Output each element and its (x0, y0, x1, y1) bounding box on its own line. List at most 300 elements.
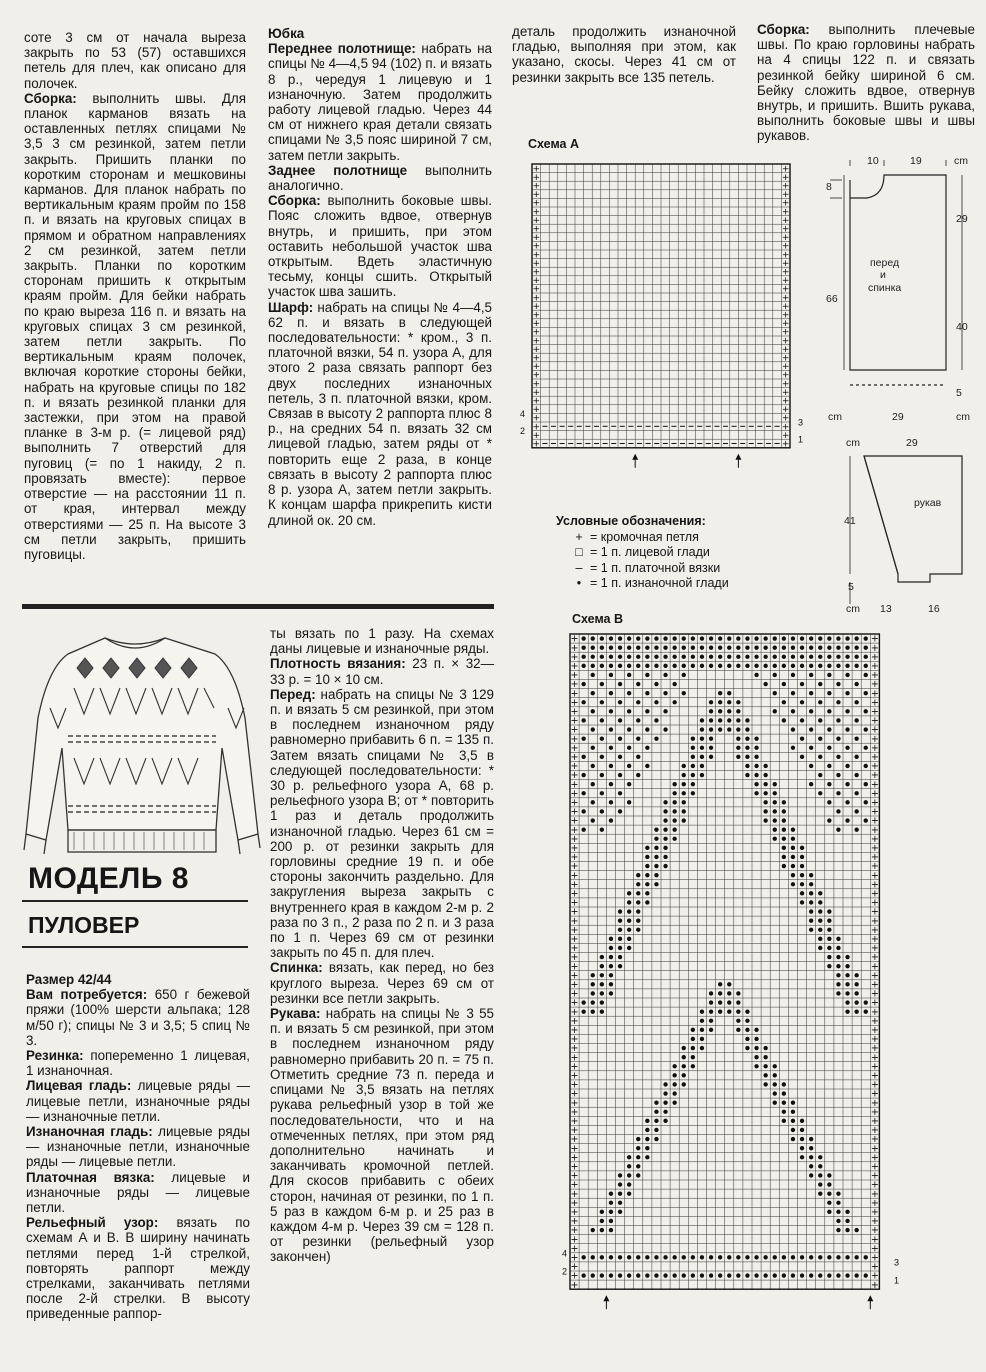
svg-text:+: + (870, 779, 879, 791)
scheme-a-title: Схема А (528, 137, 579, 151)
sleeve-dim-left-2: 5 (848, 581, 854, 593)
svg-text:+: + (870, 651, 879, 663)
sleeve-dim-top-2: 29 (906, 437, 918, 449)
paragraph (270, 687, 494, 961)
svg-text:+: + (532, 422, 541, 433)
svg-text:+: + (532, 362, 541, 373)
svg-text:+: + (870, 906, 879, 918)
svg-text:+: + (532, 293, 541, 304)
svg-text:+: + (570, 924, 579, 936)
svg-text:+: + (570, 888, 579, 900)
svg-text:+: + (570, 906, 579, 918)
svg-text:+: + (870, 633, 879, 645)
svg-text:+: + (870, 1161, 879, 1173)
svg-text:+: + (870, 688, 879, 700)
col2-top (268, 26, 492, 528)
svg-text:+: + (870, 924, 879, 936)
body-dim-left-1: 8 (826, 181, 832, 193)
svg-text:+: + (870, 961, 879, 973)
svg-text:+: + (781, 301, 790, 312)
svg-text:+: + (781, 439, 790, 450)
svg-text:+: + (570, 897, 579, 909)
svg-text:+: + (870, 1125, 879, 1137)
svg-text:+: + (570, 779, 579, 791)
scheme-b-grid (562, 630, 902, 1372)
svg-text:+: + (570, 979, 579, 991)
svg-text:+: + (781, 422, 790, 433)
svg-text:+: + (570, 1207, 579, 1219)
svg-text:+: + (570, 1043, 579, 1055)
svg-text:+: + (870, 934, 879, 946)
svg-text:+: + (570, 988, 579, 1000)
svg-text:+: + (781, 379, 790, 390)
svg-text:+: + (870, 943, 879, 955)
svg-text:+: + (870, 952, 879, 964)
paragraph-heading: Изнаночная гладь: (26, 1124, 153, 1140)
body-dim-top-3: cm (954, 155, 968, 167)
paragraph (26, 987, 250, 1048)
paragraph-text: набрать на спицы № 4—4,5 62 п. и вязать в следующей последовательности: * кром., 3 п. платочной вязки, 54 п. узора А, для этого 2 раза связать раппорт без двух последних изнаночных петель, 3 п. платочной вязки, кром. Связав в высоту 2 раппорта плюс 8 р., на средних 54 п. вязать 32 см лицевой гладью, затем ряды от * повторить еще 2 раза, в конце связать в высоту 2 раппорта плюс 8 р. узора А, затем петли закрыть. К концам шарфа прикрепить кисти длиной ок. 20 см. (268, 299, 492, 528)
scheme-a-row-label: 2 (520, 426, 526, 437)
legend-title: Условные обозначения: (556, 514, 706, 528)
paragraph-heading: Сборка: (24, 90, 77, 106)
svg-text:+: + (870, 742, 879, 754)
paragraph (268, 300, 492, 528)
scheme-b-row-label: 3 (894, 1257, 900, 1268)
svg-text:+: + (570, 633, 579, 645)
svg-text:+: + (570, 742, 579, 754)
paragraph (270, 656, 494, 686)
svg-text:+: + (870, 1143, 879, 1155)
paragraph-text: лицевые ряды — лицевые петли, изнаночные ряды — изнаночные петли. (26, 1078, 251, 1124)
svg-text:+: + (570, 642, 579, 654)
paragraph (26, 1170, 250, 1216)
svg-text:+: + (870, 1106, 879, 1118)
svg-text:+: + (532, 250, 541, 261)
svg-text:+: + (570, 1006, 579, 1018)
svg-text:+: + (532, 310, 541, 321)
svg-text:+: + (870, 997, 879, 1009)
svg-text:+: + (532, 336, 541, 347)
svg-text:+: + (781, 319, 790, 330)
svg-text:+: + (570, 843, 579, 855)
svg-text:+: + (781, 293, 790, 304)
svg-text:+: + (870, 706, 879, 718)
sleeve-dim-bottom-3: 16 (928, 603, 940, 615)
svg-text:+: + (781, 224, 790, 235)
svg-text:+: + (570, 1034, 579, 1046)
svg-text:+: + (532, 301, 541, 312)
svg-text:+: + (781, 164, 790, 175)
svg-text:+: + (870, 1207, 879, 1219)
paragraph-text: выполнить аналогично. (268, 162, 492, 194)
sweater-illustration (10, 628, 260, 860)
body-dim-top-1: 10 (867, 155, 879, 167)
body-dim-bottom-2: 29 (892, 411, 904, 423)
svg-text:+: + (870, 1025, 879, 1037)
body-label-line1: перед (870, 257, 900, 269)
svg-text:+: + (570, 1170, 579, 1182)
paragraph-text: лицевые и изнаночные ряды — лицевые петли. (26, 1169, 250, 1216)
svg-text:+: + (570, 706, 579, 718)
svg-text:+: + (532, 233, 541, 244)
svg-text:+: + (781, 336, 790, 347)
svg-text:+: + (532, 190, 541, 201)
svg-text:+: + (781, 198, 790, 209)
scheme-b-row-label: 1 (894, 1275, 900, 1286)
scheme-a-gridlines (532, 164, 790, 448)
svg-text:+: + (870, 797, 879, 809)
body-dim-top-2: 19 (910, 155, 922, 167)
svg-text:+: + (570, 1252, 579, 1264)
svg-text:+: + (532, 207, 541, 218)
svg-text:+: + (570, 670, 579, 682)
svg-text:+: + (870, 833, 879, 845)
svg-text:+: + (570, 915, 579, 927)
svg-text:+: + (781, 258, 790, 269)
paragraph (268, 163, 492, 193)
svg-text:+: + (570, 724, 579, 736)
svg-text:+: + (570, 752, 579, 764)
svg-text:+: + (570, 824, 579, 836)
section-divider (22, 604, 494, 609)
svg-text:+: + (532, 405, 541, 416)
svg-text:+: + (870, 843, 879, 855)
svg-text:+: + (781, 310, 790, 321)
repeat-arrow (867, 1295, 873, 1309)
legend-item: □ = 1 п. лицевой глади (575, 545, 710, 559)
svg-text:+: + (570, 870, 579, 882)
svg-text:+: + (870, 670, 879, 682)
svg-text:+: + (570, 1106, 579, 1118)
svg-text:+: + (781, 267, 790, 278)
paragraph-text: набрать на спицы № 3 55 п. и вязать 5 см резинкой, при этом в последнем изнаночном ряду равномерно прибавить 20 п. = 75 п. Отметить средние 73 п. переда и спицами № 3,5 вязать на петлях рукава рельефный узор в той же последовательности, что и на отмеченных петлях, при этом ряд дополнительно начинать и заканчивать кромочной петлей. Для скосов прибавить с обеих сторон, начиная от резинки, по 1 п. 5 раз в каждом 6-м р. и 25 раз в каждом 4-м р. Через 39 см = 128 п. от резинки (рельефный узор закончен) (270, 1006, 494, 1265)
repeat-arrow (603, 1295, 609, 1309)
paragraph-heading: Переднее полотнище: (268, 41, 416, 57)
col1-top (24, 30, 246, 562)
paragraph-text: деталь продолжить изнаночной гладью, выполняя при этом, как указано, скосы. Через 41 см от резинки закрыть все 135 петель. (512, 24, 736, 85)
svg-text:+: + (532, 413, 541, 424)
svg-text:+: + (781, 344, 790, 355)
scheme-b-row-label: 4 (562, 1248, 568, 1259)
svg-text:+: + (570, 733, 579, 745)
svg-text:+: + (870, 870, 879, 882)
body-dim-bottom-3: cm (956, 411, 970, 423)
svg-text:+: + (781, 362, 790, 373)
svg-text:+: + (570, 879, 579, 891)
svg-text:+: + (570, 1061, 579, 1073)
svg-text:+: + (570, 1125, 579, 1137)
svg-text:+: + (570, 1243, 579, 1255)
svg-text:+: + (781, 353, 790, 364)
paragraph-text: набрать на спицы № 3 129 п. и вязать 5 см резинкой, при этом в последнем изнаночном ряду равномерно прибавить 6 п. = 135 п. Затем вязать спицами № 3,5 в следующей последовательности: * 30 р. рельефного узора А, 68 р. рельефного узора В; от * повторить 1 раз и деталь продолжить изнаночной гладью. Через 61 см = 200 р. от резинки закрыть для горловины средние 19 п. и обе стороны закончить раздельно. Для закругления выреза закрыть с внутреннего края в каждом 2-м р. 2 раза по 3 п., 2 раза по 2 п. и 3 раза по 1 п. Через 69 см от резинки закрыть по 45 п. для плеч. (270, 686, 494, 961)
svg-text:+: + (870, 1070, 879, 1082)
svg-text:+: + (570, 788, 579, 800)
paragraph-text: вязать, как перед, но без круглого выреза. Через 69 см от резинки все петли закрыть. (270, 960, 494, 1006)
legend-item: + = кромочная петля (575, 529, 699, 544)
svg-text:+: + (870, 897, 879, 909)
legend-item: • = 1 п. изнаночной глади (576, 576, 729, 590)
svg-text:+: + (870, 1088, 879, 1100)
body-dim-right-3: 5 (956, 387, 962, 399)
svg-text:+: + (532, 430, 541, 441)
svg-text:+: + (532, 387, 541, 398)
svg-text:+: + (570, 797, 579, 809)
svg-text:+: + (870, 806, 879, 818)
sleeve-label: рукав (914, 497, 942, 509)
paragraph-text: набрать на спицы № 4—4,5 94 (102) п. и вязать 8 р., чередуя 1 лицевую и 1 изнаночную. Затем продолжить работу лицевой гладью. Через 44 см от нижнего края детали связать спицами № 3,5 пояс шириной 7 см, затем петли закрыть. (268, 41, 492, 163)
paragraph (24, 30, 246, 91)
svg-text:+: + (532, 181, 541, 192)
svg-text:+: + (781, 172, 790, 183)
svg-text:+: + (570, 688, 579, 700)
svg-text:+: + (532, 327, 541, 338)
paragraph-heading: Шарф: (268, 299, 314, 315)
svg-text:+: + (570, 1079, 579, 1091)
svg-text:+: + (870, 879, 879, 891)
svg-text:+: + (570, 861, 579, 873)
paragraph (268, 41, 492, 163)
svg-text:+: + (870, 888, 879, 900)
svg-text:+: + (870, 761, 879, 773)
paragraph-heading: Сборка: (268, 193, 321, 209)
svg-text:+: + (870, 1234, 879, 1246)
svg-text:+: + (870, 1179, 879, 1191)
paragraph-text: выполнить боковые швы. Пояс сложить вдвое, отвернув внутрь, и пришить, при этом оставить небольшой участок шва открытым. Вдеть эластичную тесьму, концы сшить. Открытый участок шва зашить. (268, 193, 492, 300)
svg-text:+: + (570, 1261, 579, 1273)
paragraph (268, 193, 492, 299)
paragraph (512, 24, 736, 85)
svg-text:+: + (870, 1216, 879, 1228)
svg-text:+: + (870, 724, 879, 736)
paragraph-heading: Рельефный узор: (26, 1215, 159, 1231)
body-dim-bottom-1: cm (828, 411, 842, 423)
svg-text:+: + (781, 181, 790, 192)
paragraph (26, 1048, 250, 1078)
svg-text:+: + (570, 852, 579, 864)
paragraph (26, 1215, 250, 1321)
svg-text:+: + (570, 1134, 579, 1146)
svg-text:+: + (870, 988, 879, 1000)
pattern-sleeve (822, 432, 984, 618)
paragraph-heading: Платочная вязка: (26, 1169, 155, 1185)
svg-text:+: + (870, 1243, 879, 1255)
scheme-b-gridlines (570, 634, 879, 1289)
paragraph-text: вязать по схемам А и В. В ширину начинать петлями перед 1-й стрелкой, повторять раппорт между стрелками, заканчивать петлями после 2-й стрелки. В высоту приведенные раппор- (26, 1215, 250, 1322)
svg-text:+: + (570, 952, 579, 964)
svg-text:+: + (570, 1097, 579, 1109)
svg-text:+: + (570, 1225, 579, 1237)
paragraph-heading: Сборка: (757, 22, 810, 37)
paragraph-heading: Спинка: (270, 960, 323, 976)
svg-text:+: + (870, 752, 879, 764)
svg-text:+: + (570, 1279, 579, 1291)
svg-text:+: + (870, 1252, 879, 1264)
svg-text:+: + (870, 852, 879, 864)
paragraph-text: выполнить плечевые швы. По краю горловины набрать на 4 спицы 122 п. и связать резинкой бейку шириной 6 см. Бейку сложить вдвое, отвернув внутрь, и пришить. Вшить рукава, выполнить боковые швы и швы рукавов. (757, 22, 975, 144)
paragraph (270, 1006, 494, 1264)
svg-text:+: + (570, 715, 579, 727)
paragraph (24, 91, 246, 562)
svg-text:+: + (570, 661, 579, 673)
subtitle-rule (22, 946, 248, 948)
svg-text:+: + (532, 241, 541, 252)
svg-text:+: + (870, 1006, 879, 1018)
svg-text:+: + (532, 258, 541, 269)
legend-item: – = 1 п. платочной вязки (575, 560, 721, 575)
svg-text:+: + (781, 207, 790, 218)
svg-text:+: + (870, 715, 879, 727)
svg-text:+: + (570, 1234, 579, 1246)
svg-text:+: + (570, 697, 579, 709)
svg-text:+: + (570, 1143, 579, 1155)
body-dim-right-2: 40 (956, 321, 968, 333)
svg-text:+: + (870, 733, 879, 745)
paragraph (268, 26, 492, 41)
paragraph (26, 1078, 250, 1124)
svg-text:+: + (870, 1270, 879, 1282)
svg-text:+: + (870, 1116, 879, 1128)
svg-text:+: + (870, 1170, 879, 1182)
svg-text:+: + (570, 970, 579, 982)
svg-text:+: + (532, 396, 541, 407)
paragraph-heading: Вам потребуется: (26, 987, 148, 1003)
svg-text:+: + (870, 1134, 879, 1146)
svg-text:+: + (870, 788, 879, 800)
svg-text:+: + (570, 1152, 579, 1164)
paragraph-heading: Рукава: (270, 1006, 321, 1022)
paragraph-text: ты вязать по 1 разу. На схемах даны лицевые и изнаночные ряды. (270, 626, 494, 657)
svg-text:+: + (570, 761, 579, 773)
svg-text:+: + (570, 997, 579, 1009)
legend (556, 514, 729, 592)
svg-text:+: + (570, 1025, 579, 1037)
paragraph (757, 22, 975, 144)
svg-text:+: + (570, 934, 579, 946)
scheme-b-title: Схема В (572, 612, 623, 626)
body-label-line2: и (880, 269, 886, 281)
svg-text:+: + (570, 1070, 579, 1082)
svg-text:+: + (870, 1043, 879, 1055)
svg-text:+: + (570, 943, 579, 955)
paragraph-text: 650 г бежевой пряжи (100% шерсти альпака; 128 м/50 г); спицы № 3 и 3,5; 5 спиц № 3. (26, 987, 250, 1048)
svg-text:+: + (570, 679, 579, 691)
col4-top (757, 22, 975, 144)
paragraph-heading: Юбка (268, 26, 305, 41)
paragraph-heading: Плотность вязания: (270, 656, 406, 672)
svg-text:+: + (870, 861, 879, 873)
body-dim-left-2: 66 (826, 293, 838, 305)
svg-text:+: + (781, 370, 790, 381)
pattern-body (822, 150, 984, 430)
model-title: МОДЕЛЬ 8 (28, 862, 189, 895)
svg-text:+: + (870, 642, 879, 654)
svg-text:+: + (532, 215, 541, 226)
svg-text:+: + (570, 1197, 579, 1209)
svg-text:+: + (870, 770, 879, 782)
svg-text:+: + (870, 815, 879, 827)
svg-text:+: + (870, 824, 879, 836)
svg-text:+: + (870, 1188, 879, 1200)
svg-text:+: + (870, 697, 879, 709)
scheme-b-row-label: 2 (562, 1266, 568, 1277)
svg-text:+: + (781, 276, 790, 287)
scheme-a-row-label: 1 (798, 434, 804, 445)
paragraph-heading: Резинка: (26, 1048, 84, 1064)
svg-text:+: + (870, 915, 879, 927)
sleeve-dim-bottom-1: cm (846, 603, 860, 615)
svg-text:+: + (781, 430, 790, 441)
paragraph-text: сотe 3 см от начала выреза закрыть по 53 (57) оставшихся петель для плеч, как описано для полочек. (24, 30, 246, 91)
svg-text:+: + (532, 164, 541, 175)
repeat-arrow (735, 454, 741, 468)
svg-text:+: + (532, 439, 541, 450)
svg-text:+: + (532, 224, 541, 235)
svg-text:+: + (570, 1088, 579, 1100)
svg-text:+: + (870, 661, 879, 673)
svg-text:+: + (570, 1116, 579, 1128)
svg-text:+: + (781, 405, 790, 416)
svg-text:+: + (570, 1179, 579, 1191)
paragraph (26, 1124, 250, 1170)
svg-text:+: + (781, 284, 790, 295)
paragraph-heading: Заднее полотнище (268, 162, 408, 178)
col1-bottom (26, 972, 250, 1322)
scheme-a-row-label: 3 (798, 417, 804, 428)
svg-text:+: + (781, 413, 790, 424)
paragraph (270, 960, 494, 1006)
svg-text:+: + (570, 1188, 579, 1200)
svg-text:+: + (532, 267, 541, 278)
col3-top (512, 24, 736, 85)
svg-text:+: + (870, 1097, 879, 1109)
paragraph-heading: Лицевая гладь: (26, 1078, 132, 1094)
svg-text:+: + (870, 1052, 879, 1064)
paragraph-text: 23 п. × 32—33 р. = 10 × 10 см. (270, 656, 494, 687)
sleeve-dim-top-1: cm (846, 437, 860, 449)
svg-text:+: + (870, 1225, 879, 1237)
svg-text:+: + (870, 979, 879, 991)
svg-text:+: + (532, 379, 541, 390)
svg-text:+: + (532, 198, 541, 209)
paragraph-text: выполнить швы. Для планок карманов вязать на оставленных петлях спицами № 3,5 3 см резинкой, затем петли закрыть. Пришить планки по коротким сторонам и мешковины карманов. Для планок набрать по вертикальным краям пройм по 158 п. и вязать на круговых спицах в прямом и обратном направлениях 2 см резинкой, затем петли закрыть. Планки по коротким сторонам пришить к открытым краям пройм. Для бейки набрать по краю выреза 116 п. и вязать на круговых спицах 3 см резинкой, затем петли закрыть. По вертикальным краям полочек, включая короткие стороны бейки, набрать на круговые спицы по 182 п. и вязать резинкой планки для застежки, при этом на правой планке в 3-м р. (= лицевой ряд) выполнить 7 отверстий для пуговиц (= по 1 накиду, 2 п. провязать вместе): первое отверстие — на расстоянии 11 п. от края, интервал между отверстиями — 25 п. На высоте 3 см петли закрыть, пришить пуговицы. (24, 90, 246, 562)
svg-text:+: + (781, 387, 790, 398)
svg-text:+: + (781, 327, 790, 338)
svg-text:+: + (570, 1161, 579, 1173)
svg-text:+: + (532, 370, 541, 381)
svg-text:+: + (532, 319, 541, 330)
scheme-a-grid (520, 160, 808, 490)
svg-text:+: + (781, 241, 790, 252)
svg-text:+: + (570, 1015, 579, 1027)
sleeve-dim-left-1: 41 (844, 515, 856, 527)
svg-text:+: + (870, 1061, 879, 1073)
svg-text:+: + (870, 1015, 879, 1027)
col2-bottom (270, 626, 494, 1265)
scheme-a-row-label: 4 (520, 408, 526, 419)
svg-text:+: + (532, 344, 541, 355)
paragraph (26, 972, 250, 987)
paragraph-text: попеременно 1 лицевая, 1 изнаночная. (26, 1048, 250, 1079)
svg-text:+: + (781, 233, 790, 244)
svg-text:+: + (870, 1034, 879, 1046)
body-dim-right-1: 29 (956, 213, 968, 225)
svg-text:+: + (570, 815, 579, 827)
svg-text:+: + (532, 353, 541, 364)
svg-text:+: + (870, 1152, 879, 1164)
svg-text:+: + (781, 396, 790, 407)
svg-text:+: + (781, 250, 790, 261)
